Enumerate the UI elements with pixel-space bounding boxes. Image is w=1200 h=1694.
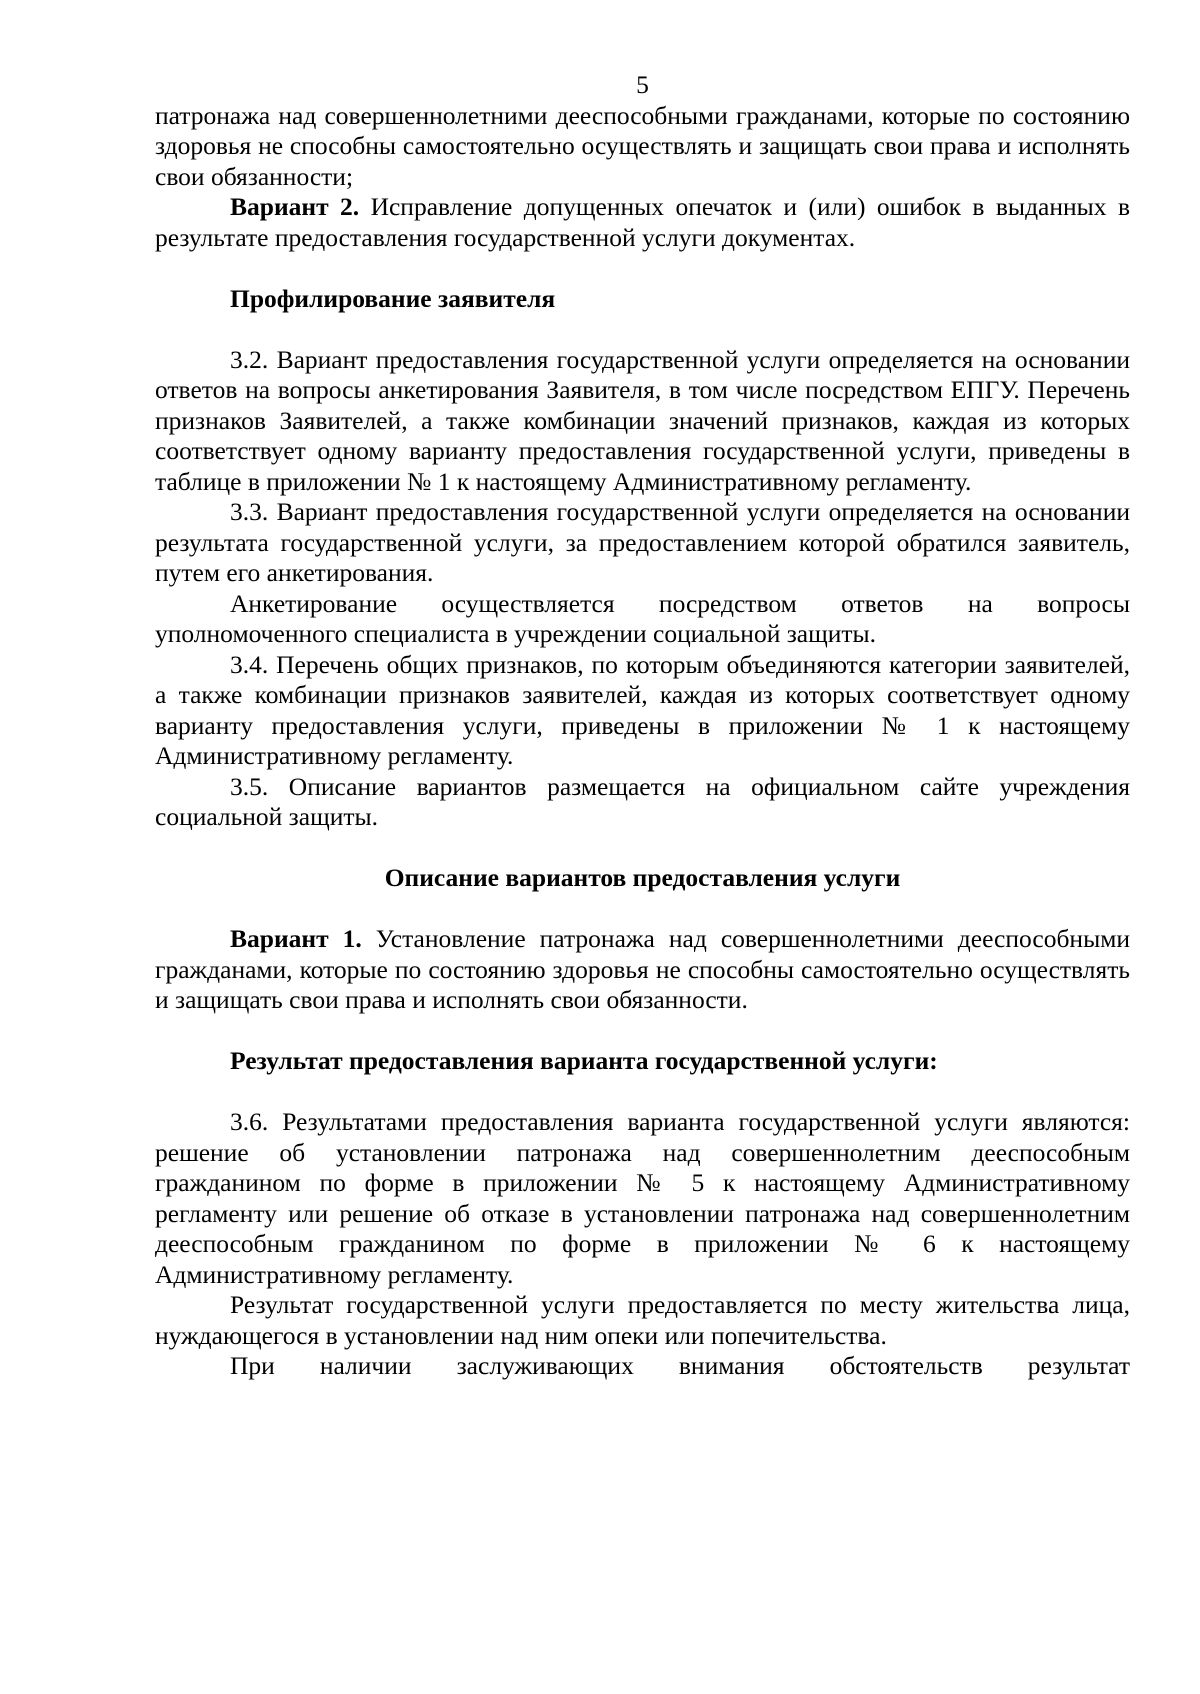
variant-1-text: Установление патронажа над совершеннолетними дееспособными гражданами, которые по состоянию здоровья не способны самостоятельно осуществлять и защищать свои права и исполнять свои обязанности. [155, 924, 1130, 1014]
paragraph-survey: Анкетирование осуществляется посредством ответов на вопросы уполномоченного специалиста в учреждении социальной защиты. [155, 588, 1130, 648]
paragraph-last: При наличии заслуживающих внимания обстоятельств результат [230, 1351, 1130, 1380]
blank-line [155, 1077, 1130, 1108]
blank-line [155, 894, 1130, 925]
variant-1-label: Вариант 1. [230, 924, 362, 953]
paragraph-3-3: 3.3. Вариант предоставления государственной услуги определяется на основании результата государственной услуги, за предоставлением которой обратился заявитель, путем его анкетирования. [155, 497, 1130, 587]
heading-variants: Описание вариантов предоставления услуги [384, 863, 901, 892]
heading-result: Результат предоставления варианта государственной услуги: [230, 1046, 938, 1075]
variant-2-label: Вариант 2. [230, 192, 360, 221]
blank-line [155, 1016, 1130, 1047]
blank-line [155, 253, 1130, 284]
paragraph-3-2: 3.2. Вариант предоставления государственной услуги определяется на основании ответов на вопросы анкетирования Заявителя, в том числе посредством ЕПГУ. Перечень признаков Заявителей, а также комбинации значений признаков, каждая из которых соответствует одному варианту предоставления государственной услуги, приведены в таблице в приложении № 1 к настоящему Административному регламенту. [155, 344, 1130, 496]
paragraph-result-place: Результат государственной услуги предоставляется по месту жительства лица, нуждающегося в установлении над ним опеки или попечительства. [155, 1290, 1130, 1350]
page-number: 5 [636, 70, 649, 99]
paragraph-variant-2 [155, 192, 1130, 253]
paragraph-variant-1 [155, 924, 1130, 1016]
blank-line [155, 833, 1130, 864]
paragraph-3-6: 3.6. Результатами предоставления варианта государственной услуги являются: решение об установлении патронажа над совершеннолетним дееспособным гражданином по форме в приложении № 5 к настоящему Административному регламенту или решение об отказе в установлении патронажа над совершеннолетним дееспособным гражданином по форме в приложении № 6 к настоящему Административному регламенту. [155, 1107, 1130, 1289]
paragraph-continuation: патронажа над совершеннолетними дееспособными гражданами, которые по состоянию здоровья не способны самостоятельно осуществлять и защищать свои права и исполнять свои обязанности; [155, 100, 1130, 191]
variant-2-text: Исправление допущенных опечаток и (или) ошибок в выданных в результате предоставления государственной услуги документах. [155, 192, 1130, 252]
paragraph-3-5: 3.5. Описание вариантов размещается на официальном сайте учреждения социальной защиты. [155, 771, 1130, 831]
heading-profiling: Профилирование заявителя [230, 283, 556, 313]
paragraph-3-4: 3.4. Перечень общих признаков, по которым объединяются категории заявителей, а также комбинации признаков заявителей, каждая из которых соответствует одному варианту предоставления услуги, приведены в приложении № 1 к настоящему Административному регламенту. [155, 649, 1130, 770]
document-page [155, 70, 1130, 1382]
blank-line [155, 314, 1130, 345]
